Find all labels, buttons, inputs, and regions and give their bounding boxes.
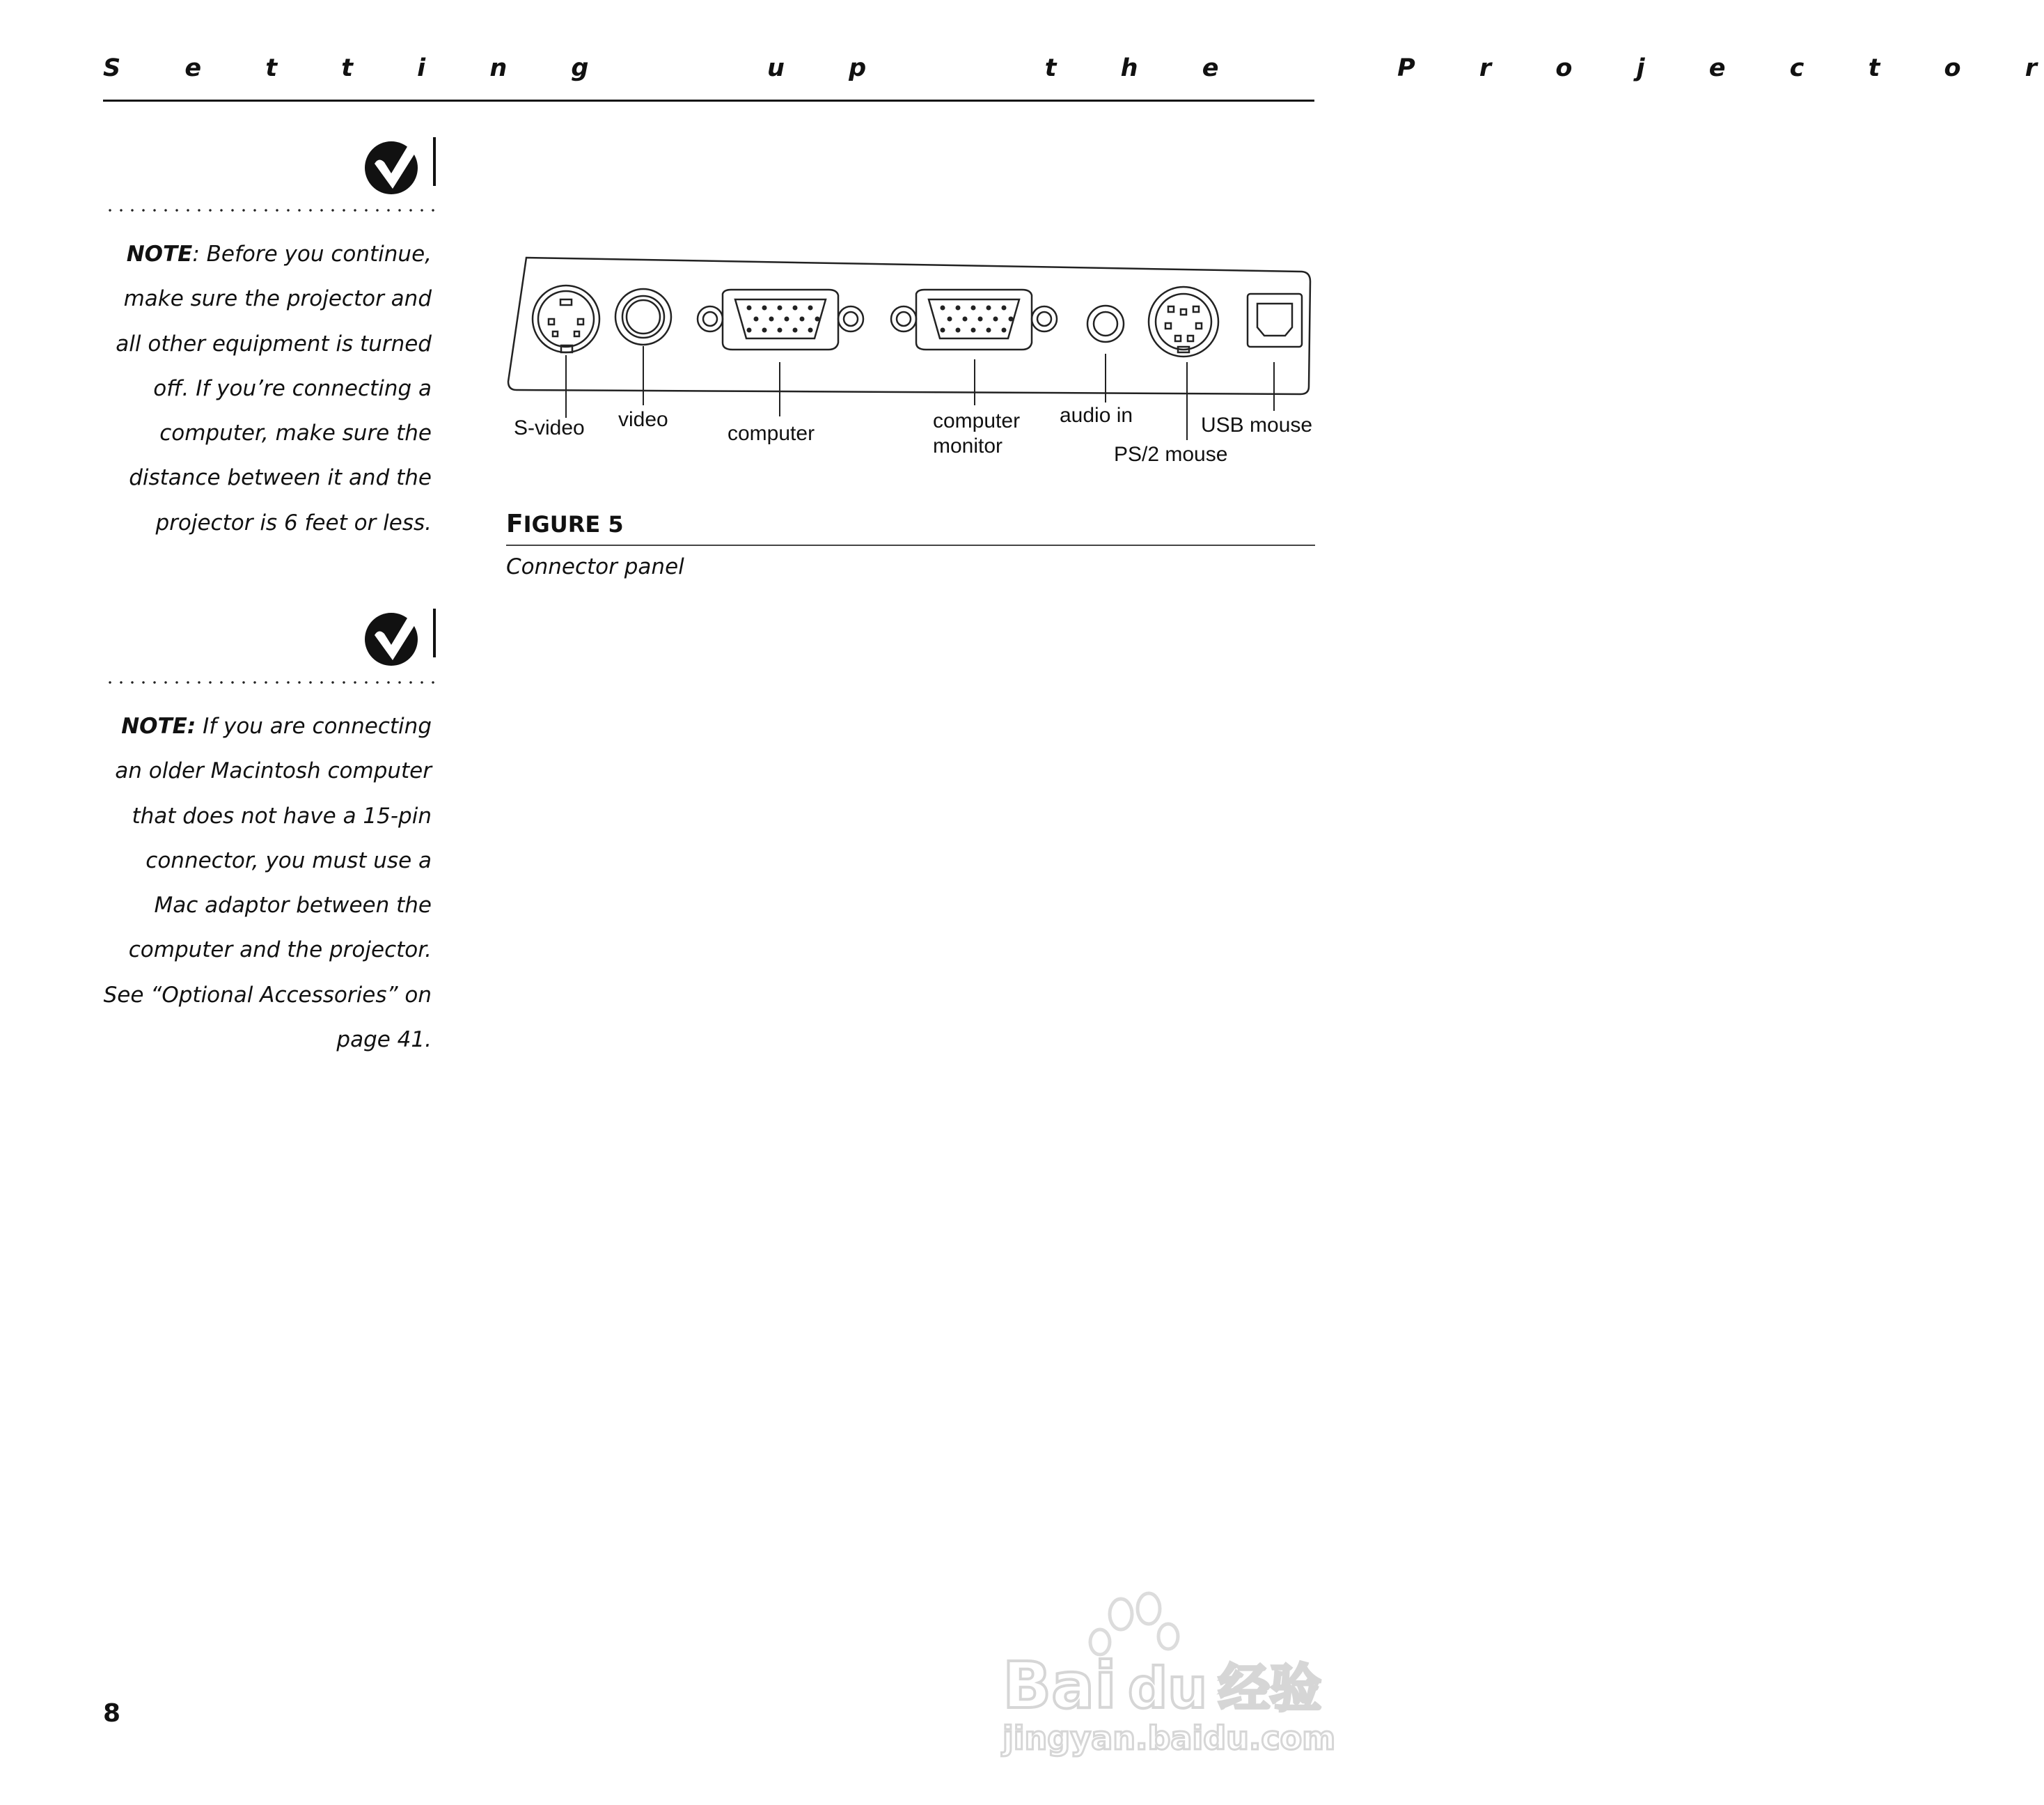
note-checkmark-icon bbox=[362, 136, 439, 198]
svg-text:du: du bbox=[1128, 1656, 1208, 1721]
figure-title bbox=[506, 510, 624, 538]
computer-port-pins bbox=[747, 306, 820, 333]
note-checkmark-icon bbox=[362, 607, 439, 670]
note-macintosh bbox=[97, 704, 432, 1062]
label-ps2-mouse: PS/2 mouse bbox=[1114, 443, 1228, 466]
note-text: If you are connecting an older Macintosh computer that does not have a 15-pin connector, you must use a Mac adaptor between the computer and the projector. See “Optional Accessories” on page 41. bbox=[103, 714, 432, 1053]
usb-mouse-port bbox=[1248, 294, 1302, 347]
s-video-port bbox=[533, 286, 599, 352]
figure-rule bbox=[506, 545, 1315, 546]
note-divider-dots bbox=[104, 209, 437, 212]
label-s-video: S-video bbox=[514, 416, 585, 439]
video-port bbox=[615, 289, 671, 345]
baidu-watermark-logo bbox=[989, 1588, 1344, 1758]
note-label: NOTE: bbox=[121, 714, 196, 739]
note-label: NOTE bbox=[126, 242, 193, 267]
header-rule bbox=[103, 100, 1314, 102]
svg-text:Bai: Bai bbox=[1003, 1648, 1117, 1723]
label-computer: computer bbox=[728, 422, 815, 445]
figure-title-rest: IGURE 5 bbox=[523, 511, 624, 538]
computer-monitor-port bbox=[891, 290, 1057, 350]
label-computer-monitor-line1: computer bbox=[933, 409, 1021, 432]
computer-monitor-port-pins bbox=[941, 306, 1014, 333]
running-header: S e t t i n g u p t h e P r o j e c t o r bbox=[103, 54, 2044, 82]
svg-text:jingyan.baidu.com: jingyan.baidu.com bbox=[1003, 1719, 1336, 1757]
figure-title-initial: F bbox=[506, 510, 524, 538]
note-text: : Before you continue, make sure the projector and all other equipment is turned off. If you’re connecting a computer, make sure the distance between it and the projector is 6 feet or less. bbox=[116, 242, 432, 536]
label-computer-monitor-line2: monitor bbox=[933, 435, 1003, 458]
figure-caption: Connector panel bbox=[506, 554, 684, 579]
label-usb-mouse: USB mouse bbox=[1201, 414, 1313, 437]
audio-in-port bbox=[1087, 306, 1124, 342]
computer-port bbox=[698, 290, 863, 350]
label-audio-in: audio in bbox=[1060, 404, 1133, 427]
ps2-mouse-port bbox=[1149, 287, 1218, 357]
note-divider-dots bbox=[104, 681, 437, 684]
label-video: video bbox=[618, 408, 668, 431]
note-before-continue bbox=[97, 232, 432, 545]
page-number: 8 bbox=[103, 1699, 121, 1728]
svg-text:经验: 经验 bbox=[1218, 1659, 1321, 1719]
